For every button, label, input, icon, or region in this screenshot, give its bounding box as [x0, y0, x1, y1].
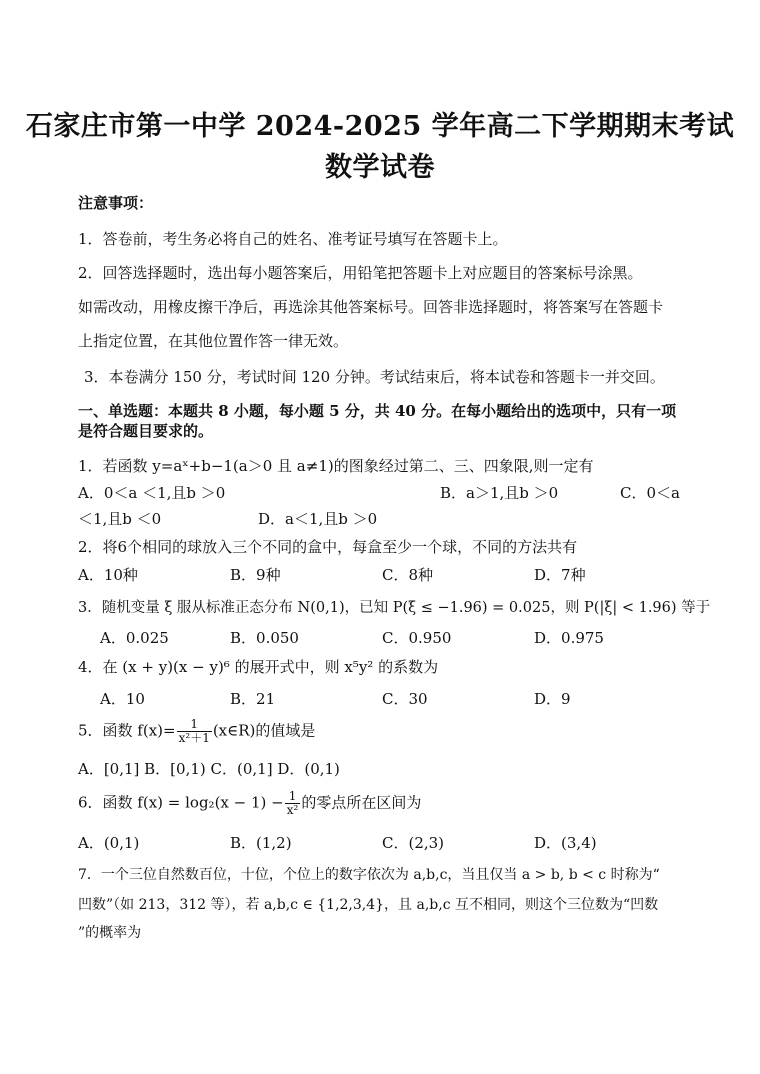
- section-heading: 一、单选题：本题共 8 小题，每小题 5 分，共 40 分。在每小题给出的选项中，只有一项: [78, 402, 677, 420]
- question-3-option-c: C．0.950: [382, 629, 452, 647]
- question-2-option-c: C．8种: [382, 566, 434, 584]
- notice-heading: 注意事项：: [78, 194, 154, 212]
- question-6-option-a: A．(0,1): [78, 834, 140, 852]
- question-4-option-c: C．30: [382, 690, 428, 708]
- question-6-stem-post: 的零点所在区间为: [301, 793, 422, 812]
- question-4-option-d: D．9: [534, 690, 571, 708]
- question-5-fraction: [177, 718, 212, 745]
- question-5-stem-pre: 5．函数 f(x)=: [78, 721, 176, 740]
- question-6-option-c: C．(2,3): [382, 834, 445, 852]
- question-1-stem: 1．若函数 y=aˣ+b−1(a＞0 且 a≠1)的图象经过第二、三、四象限,则一定有: [78, 457, 594, 475]
- question-1-option-b: B．a＞1,且b ＞0: [440, 484, 559, 502]
- question-2-option-a: A．10种: [78, 566, 138, 584]
- question-5-fraction-numerator: 1: [177, 718, 212, 732]
- question-5-stem-post: (x∈R)的值域是: [212, 721, 316, 740]
- question-6-option-b: B．(1,2): [230, 834, 292, 852]
- question-3-option-b: B．0.050: [230, 629, 299, 647]
- question-1-option-a: A．0＜a ＜1,且b ＞0: [78, 484, 226, 502]
- section-heading-cont: 是符合题目要求的。: [78, 422, 214, 440]
- question-7-stem-cont: 凹数”（如 213，312 等），若 a,b,c ∈ {1,2,3,4}，且 a,b,c 互不相同，则这个三位数为“凹数: [78, 897, 659, 913]
- question-6-option-d: D．(3,4): [534, 834, 597, 852]
- question-2-option-b: B．9种: [230, 566, 281, 584]
- notice-item-2-cont2: 上指定位置，在其他位置作答一律无效。: [78, 332, 349, 350]
- question-5-stem: [78, 718, 315, 745]
- question-4-option-b: B．21: [230, 690, 276, 708]
- question-4-option-a: A．10: [100, 690, 145, 708]
- question-7-stem: 7．一个三位自然数百位，十位，个位上的数字依次为 a,b,c，当且仅当 a > b, b < c 时称为“: [78, 867, 660, 883]
- notice-item-2-cont: 如需改动，用橡皮擦干净后，再选涂其他答案标号。回答非选择题时，将答案写在答题卡: [78, 298, 664, 316]
- question-3-option-d: D．0.975: [534, 629, 604, 647]
- question-6-stem: [78, 790, 421, 817]
- question-2-stem: 2．将6个相同的球放入三个不同的盒中，每盒至少一个球，不同的方法共有: [78, 538, 578, 556]
- question-4-stem: 4．在 (x + y)(x − y)⁶ 的展开式中，则 x⁵y² 的系数为: [78, 658, 439, 676]
- question-3-option-a: A．0.025: [100, 629, 169, 647]
- notice-item-1: 1．答卷前，考生务必将自己的姓名、准考证号填写在答题卡上。: [78, 230, 508, 248]
- question-1-option-c: C．0＜a: [620, 484, 680, 502]
- notice-item-3: 3．本卷满分 150 分，考试时间 120 分钟。考试结束后，将本试卷和答题卡一并交回。: [84, 368, 665, 386]
- notice-item-2: 2．回答选择题时，选出每小题答案后，用铅笔把答题卡上对应题目的答案标号涂黑。: [78, 264, 643, 282]
- question-6-fraction: [285, 790, 301, 817]
- question-6-fraction-numerator: 1: [285, 790, 301, 804]
- question-5-fraction-denominator: x²＋1: [178, 731, 210, 745]
- question-1-option-d: D．a＜1,且b ＞0: [258, 510, 378, 528]
- question-3-stem: 3．随机变量 ξ 服从标准正态分布 N(0,1)，已知 P(ξ ≤ −1.96) = 0.025，则 P(|ξ| < 1.96) 等于: [78, 600, 711, 616]
- question-6-stem-pre: 6．函数 f(x) = log₂(x − 1) −: [78, 793, 284, 812]
- question-6-fraction-denominator: x²: [286, 803, 299, 817]
- question-7-stem-cont2: ”的概率为: [78, 925, 142, 941]
- question-1-option-c-cont: ＜1,且b ＜0: [78, 510, 162, 528]
- question-2-option-d: D．7种: [534, 566, 586, 584]
- exam-subtitle: 数学试卷: [325, 152, 435, 183]
- question-5-options: A．[0,1] B．[0,1) C．(0,1] D．(0,1): [78, 760, 340, 778]
- exam-title: 石家庄市第一中学 2024-2025 学年高二下学期期末考试: [25, 111, 735, 142]
